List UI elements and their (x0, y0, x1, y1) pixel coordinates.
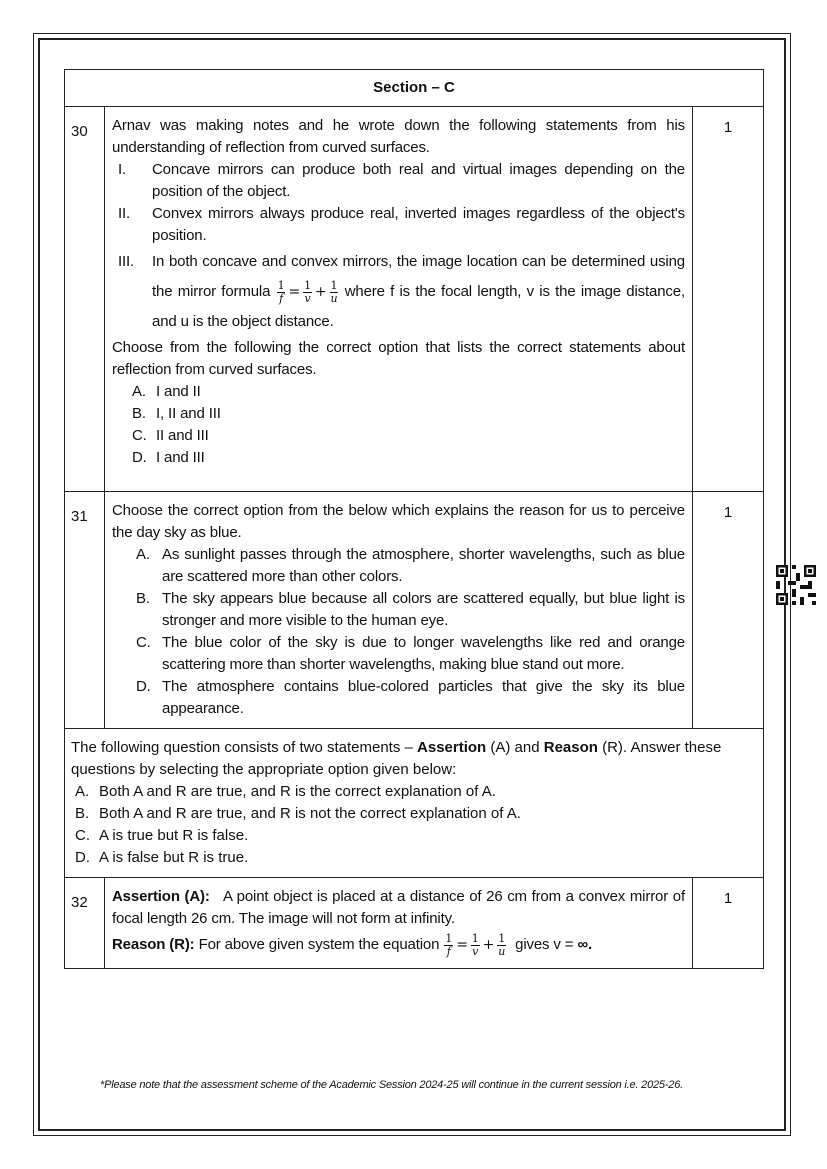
plus-sign: + (314, 284, 327, 300)
option-c (75, 825, 756, 847)
numerator: 1 (330, 278, 338, 292)
question-marks: 1 (693, 878, 764, 969)
option-d (132, 447, 685, 469)
option-b (136, 588, 685, 632)
option-a (132, 381, 685, 403)
assertion-word: Assertion (417, 739, 487, 756)
statement-text-after: where f is the focal length, v is the image distance, and u is the object distance. (152, 283, 685, 330)
option-a (136, 544, 685, 588)
option-text: The blue color of the sky is due to longer wavelengths like red and orange scattering more than shorter wavelengths, making blue stand out more. (162, 634, 685, 673)
option-b (75, 803, 756, 825)
statement-1 (118, 159, 685, 203)
option-text: I and III (156, 449, 205, 466)
reason-word: Reason (543, 739, 598, 756)
equals-sign: = (456, 937, 468, 953)
statement-text (152, 247, 685, 337)
option-text: I and II (156, 383, 201, 400)
question-marks: 1 (693, 492, 764, 729)
option-text: A is true but R is false. (99, 827, 249, 844)
question-number: 31 (65, 492, 105, 729)
assertion-reason-instructions-row (65, 729, 764, 878)
option-label: C. (75, 827, 90, 844)
denominator: v (472, 944, 479, 958)
statement-text: Concave mirrors can produce both real and virtual images depending on the position of the object. (152, 161, 685, 200)
numerator: 1 (498, 931, 506, 945)
question-table (64, 69, 764, 969)
option-c (136, 632, 685, 676)
question-32-row (65, 878, 764, 969)
statement-label: III. (118, 253, 135, 270)
option-label: C. (136, 634, 151, 651)
option-text: A is false but R is true. (99, 849, 249, 866)
option-text: The sky appears blue because all colors are scattered equally, but blue light is stronger and more visible to the human eye. (162, 590, 685, 629)
option-label: A. (132, 383, 146, 400)
instructions-text (71, 737, 756, 781)
option-label: C. (132, 427, 147, 444)
question-number: 30 (65, 107, 105, 492)
option-text: Both A and R are true, and R is not the correct explanation of A. (99, 805, 521, 822)
section-title: Section – C (65, 70, 764, 107)
statement-label: I. (118, 161, 127, 178)
mirror-formula (276, 278, 340, 305)
denominator: f (279, 291, 283, 305)
denominator: u (498, 944, 506, 958)
statement-label: II. (118, 205, 131, 222)
option-label: D. (136, 678, 151, 695)
option-b (132, 403, 685, 425)
denominator: f (446, 944, 451, 958)
option-d (75, 847, 756, 869)
qr-code-icon (776, 565, 816, 605)
denominator: u (330, 291, 338, 305)
infinity-symbol: ∞. (577, 936, 592, 953)
plus-sign: + (482, 937, 495, 953)
denominator: v (304, 291, 311, 305)
assertion-text: A point object is placed at a distance of 26 cm from a convex mirror of focal length 26 cm. The image will not form at infinity. (112, 888, 685, 927)
question-30-row (65, 107, 764, 492)
statement-2 (118, 203, 685, 247)
question-31-row (65, 492, 764, 729)
statement-text: Convex mirrors always produce real, inverted images regardless of the object's position. (152, 205, 685, 244)
mirror-formula (443, 931, 507, 958)
question-marks: 1 (693, 107, 764, 492)
option-label: A. (75, 783, 90, 800)
option-text: Both A and R are true, and R is the correct explanation of A. (99, 783, 496, 800)
option-text: As sunlight passes through the atmosphere, shorter wavelengths, such as blue are scattered more than other colors. (162, 546, 685, 585)
option-d (136, 676, 685, 720)
option-label: A. (136, 546, 150, 563)
statement-text-before: In both concave and convex mirrors, the image location can be determined using the mirror formula (152, 253, 685, 300)
option-label: D. (132, 449, 147, 466)
instructions (65, 729, 764, 878)
question-32-body (105, 878, 693, 969)
option-text: II and III (156, 427, 209, 444)
reason (112, 930, 685, 960)
option-label: B. (75, 805, 90, 822)
reason-text: For above given system the equation (198, 936, 440, 953)
equals-sign: = (288, 284, 301, 300)
question-30-body (105, 107, 693, 492)
question-number: 32 (65, 878, 105, 969)
numerator: 1 (471, 931, 479, 945)
instructions-part: (A) and (490, 739, 540, 756)
numerator: 1 (304, 278, 311, 292)
question-prompt: Choose from the following the correct option that lists the correct statements about reflection from curved surfaces. (112, 339, 685, 378)
reason-text-after: gives v = (515, 936, 574, 953)
numerator: 1 (277, 278, 285, 292)
option-c (132, 425, 685, 447)
instructions-part: The following question consists of two statements – (71, 739, 413, 756)
question-intro: Arnav was making notes and he wrote down the following statements from his understanding of reflection from curved surfaces. (112, 117, 685, 156)
assertion (112, 886, 685, 930)
option-a (75, 781, 756, 803)
assertion-label: Assertion (A): (112, 888, 210, 905)
option-label: B. (132, 405, 146, 422)
footnote: *Please note that the assessment scheme of the Academic Session 2024-25 will continue in the current session i.e. 2025-26. (100, 1079, 683, 1091)
instructions-part: (R). Answer these questions by selecting the appropriate option given below: (71, 739, 722, 778)
question-prompt: Choose the correct option from the below which explains the reason for us to perceive the day sky as blue. (112, 502, 685, 541)
option-text: I, II and III (156, 405, 221, 422)
option-label: B. (136, 590, 150, 607)
reason-label: Reason (R): (112, 936, 195, 953)
statement-3 (118, 247, 685, 337)
numerator: 1 (445, 931, 453, 945)
option-label: D. (75, 849, 90, 866)
option-text: The atmosphere contains blue-colored particles that give the sky its blue appearance. (162, 678, 685, 717)
question-31-body (105, 492, 693, 729)
